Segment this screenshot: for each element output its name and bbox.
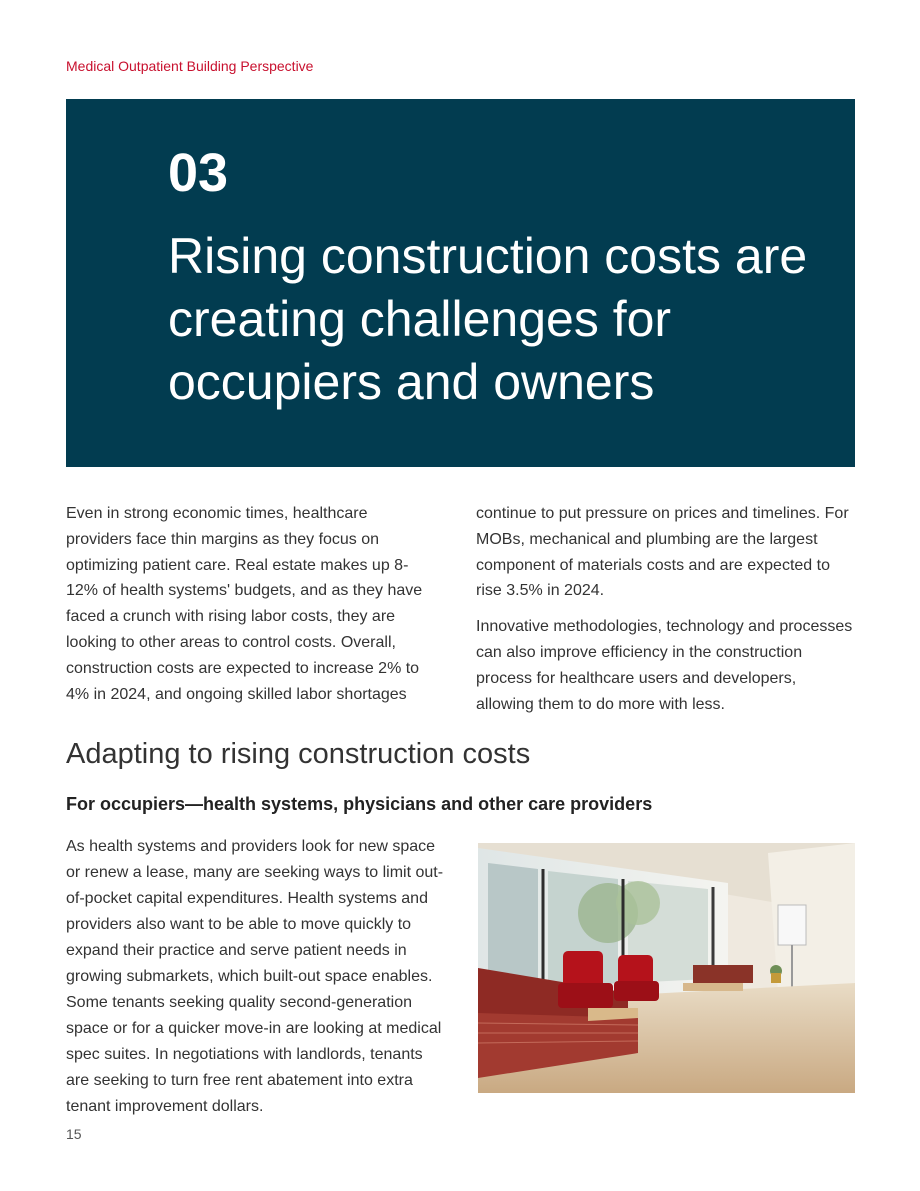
hero-banner — [66, 99, 855, 467]
section-subheading: For occupiers—health systems, physicians and other care providers — [66, 794, 653, 814]
body-paragraph: Innovative methodologies, technology and processes can also improve efficiency in the construction process for healthcare users and developers, allowing them to do more with less. — [476, 618, 853, 713]
body-column-left — [66, 501, 434, 717]
page-title: Rising construction costs are creating challenges for occupiers and owners — [168, 228, 808, 410]
body-paragraph: continue to put pressure on prices and timelines. For MOBs, mechanical and plumbing are the largest component of materials costs and are expected to rise 3.5% in 2024. — [476, 505, 849, 600]
section-heading: Adapting to rising construction costs — [66, 738, 531, 770]
body-paragraph: Even in strong economic times, healthcare providers face thin margins as they focus on optimizing patient care. Real estate makes up 8-12% of health systems' budgets, and as they have faced a crunch with rising labor costs, they are looking to other areas to control costs. Overall, construction costs are expected to increase 2% to 4% in 2024, and ongoing skilled labor shortages — [66, 505, 423, 703]
body-column-right — [476, 501, 856, 727]
waiting-room-illustration — [478, 843, 855, 1093]
page-number: 15 — [66, 1126, 82, 1142]
waiting-room-photo — [478, 843, 855, 1093]
section-number: 03 — [168, 143, 229, 203]
section-paragraph: As health systems and providers look for new space or renew a lease, many are seeking ways to limit out-of-pocket capital expenditures. Health systems and providers also want to be able to move quickly to expand their practice and serve patient needs in growing submarkets, which built-out space enables. Some tenants seeking quality second-generation space or for a quicker move-in are looking at medical spec suites. In negotiations with landlords, tenants are seeking to turn free rent abatement into extra tenant improvement dollars. — [66, 838, 444, 1115]
running-header: Medical Outpatient Building Perspective — [66, 58, 314, 74]
